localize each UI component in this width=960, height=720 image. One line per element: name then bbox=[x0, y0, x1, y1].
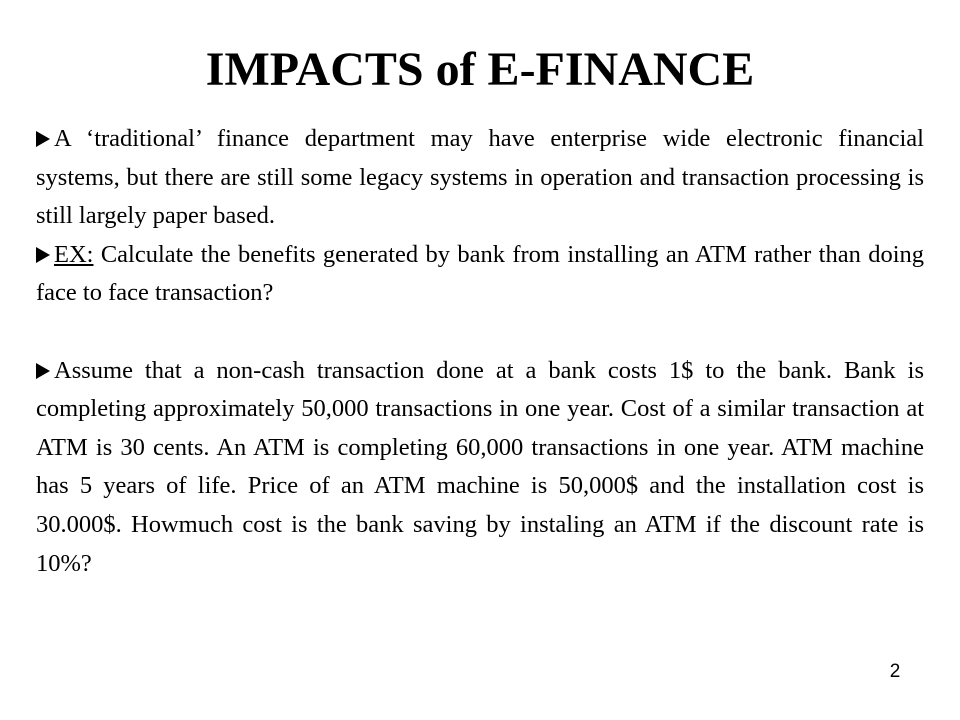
arrow-bullet-icon bbox=[36, 247, 50, 263]
bullet-text: Assume that a non-cash transaction done at a bank costs 1$ to the bank. Bank is completing approximately 50,000 transactions in one year. Cost of a similar transaction at ATM is 30 cents. An ATM is completing 60,000 transactions in one year. ATM machine has 5 years of life. Price of an ATM machine is 50,000$ and the installation cost is 30.000$. Howmuch cost is the bank saving by instaling an ATM if the discount rate is 10%? bbox=[36, 356, 924, 577]
bullet-item-example bbox=[36, 236, 924, 313]
bullet-text: A ‘traditional’ finance department may have enterprise wide electronic financial systems, but there are still some legacy systems in operation and transaction processing is still largely paper based. bbox=[36, 125, 924, 230]
slide-content bbox=[36, 120, 924, 583]
bullet-item-assumption bbox=[36, 352, 924, 584]
bullet-item bbox=[36, 120, 924, 236]
page-number: 2 bbox=[889, 661, 901, 682]
slide-title: IMPACTS of E-FINANCE bbox=[205, 43, 755, 96]
bullet-text: Calculate the benefits generated by bank from installing an ATM rather than doing face to face transaction? bbox=[36, 240, 924, 307]
arrow-bullet-icon bbox=[36, 363, 50, 379]
example-label: EX: bbox=[54, 240, 94, 268]
arrow-bullet-icon bbox=[36, 131, 50, 147]
